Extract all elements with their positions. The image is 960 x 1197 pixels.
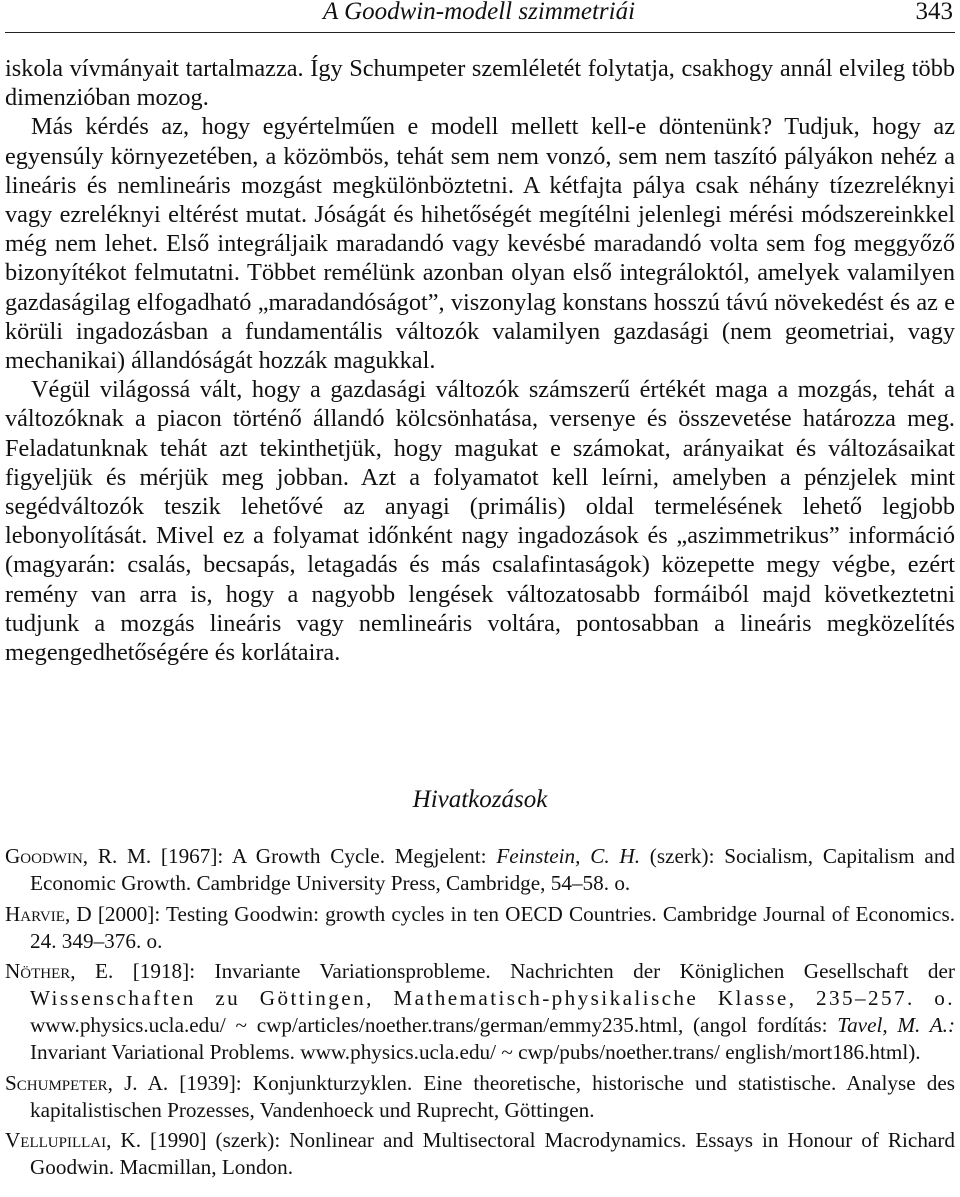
running-title: A Goodwin-modell szimmetriái — [323, 0, 636, 25]
paragraph-1: iskola vívmányait tartalmazza. Így Schumpeter szemléletét folytatja, csakhogy annál elvileg több dimenzióban mozog. — [5, 55, 955, 112]
reference-author: Schumpeter — [5, 1070, 108, 1095]
reference-schumpeter — [5, 1070, 955, 1124]
references-list — [5, 843, 955, 1185]
reference-text: (szerk): Socialism, Capitalism and Economic Growth. Cambridge University Press, Cambridge, 54–58. o. — [30, 844, 956, 895]
references-heading: Hivatkozások — [412, 786, 548, 813]
page-number: 343 — [915, 0, 953, 25]
reference-nother — [5, 958, 955, 1066]
reference-text: , D [2000]: Testing Goodwin: growth cycles in ten OECD Countries. Cambridge Journal of Economics. 24. 349–376. o. — [30, 901, 955, 953]
reference-text-spaced: Wissenschaften zu Göttingen, Mathematisch-physikalische Klasse, 235–257. o. — [30, 986, 955, 1010]
reference-text: www.physics.ucla.edu/ ~ cwp/articles/noether.trans/german/emmy235.html, (angol fordítás: — [30, 1013, 838, 1037]
reference-author: Goodwin — [5, 844, 83, 868]
reference-author: Nöther — [5, 959, 71, 983]
reference-harvie — [5, 901, 955, 955]
reference-author: Vellupillai — [5, 1128, 107, 1152]
reference-text: , E. [1918]: Invariante Variationsprobleme. Nachrichten der Königlichen Gesellschaft der — [70, 959, 955, 983]
reference-goodwin — [5, 843, 955, 897]
running-header — [5, 0, 955, 33]
reference-text: , R. M. [1967]: A Growth Cycle. Megjelent: — [82, 844, 497, 868]
reference-vellupillai — [5, 1127, 955, 1181]
reference-text: , K. [1990] (szerk): Nonlinear and Multisectoral Macrodynamics. Essays in Honour of Richard Goodwin. Macmillan, London. — [30, 1128, 955, 1179]
reference-editor: Feinstein, C. H. — [496, 844, 640, 868]
reference-author: Harvie — [5, 901, 65, 926]
reference-text: Invariant Variational Problems. www.physics.ucla.edu/ ~ cwp/pubs/noether.trans/ english/mort186.html). — [30, 1040, 921, 1064]
paragraph-3: Végül világossá vált, hogy a gazdasági változók számszerű értékét maga a mozgás, tehát a változóknak a piacon történő állandó kölcsönhatása, versenye és összevetése határozza meg. Feladatunknak tehát azt tekinthetjük, hogy magukat e számokat, arányaikat és változásaikat figyeljük és mérjük meg jobban. Azt a folyamatot kell leírni, amelyben a pénzjelek mint segédváltozók teszik lehetővé az anyagi (primális) oldal termelésének lehető legjobb lebonyolítását. Mivel ez a folyamat időnként nagy ingadozások és „aszimmetrikus” információ (magyarán: csalás, becsapás, letagadás és más csalafintaságok) közepette megy végbe, ezért remény van arra is, hogy a nagyobb lengések változatosabb formáiból majd következtetni tudjunk a mozgás lineáris vagy nemlineáris voltára, pontosabban a lineáris megközelítés megengedhetőségére és korlátaira. — [5, 376, 955, 667]
paragraph-2: Más kérdés az, hogy egyértelműen e modell mellett kell-e döntenünk? Tudjuk, hogy az egyensúly környezetében, a közömbös, tehát sem nem vonzó, sem nem taszító pályákon nehéz a lineáris és nemlineáris mozgást megkülönböztetni. A kétfajta pálya csak néhány tízezreléknyi vagy ezreléknyi eltérést mutat. Jóságát és hihetőségét megítélni jelenlegi mérési módszereinkkel még nem lehet. Első integráljaik maradandó vagy kevésbé maradandó volta sem fog meggyőző bizonyítékot felmutatni. Többet remélünk azonban olyan első integráloktól, amelyek valamilyen gazdaságilag elfogadható „maradandóságot”, viszonylag konstans hosszú távú növekedést és az e körüli ingadozásban a fundamentális változók valamilyen gazdasági (nem geometriai, vagy mechanikai) állandóságát hozzák magukkal. — [5, 113, 955, 375]
reference-translator: Tavel, M. A.: — [837, 1013, 955, 1037]
reference-text: , J. A. [1939]: Konjunkturzyklen. Eine theoretische, historische und statistische. Analyse des kapitalistischen Prozesses, Vandenhoeck und Ruprecht, Göttingen. — [30, 1070, 955, 1122]
body-text — [5, 54, 955, 667]
